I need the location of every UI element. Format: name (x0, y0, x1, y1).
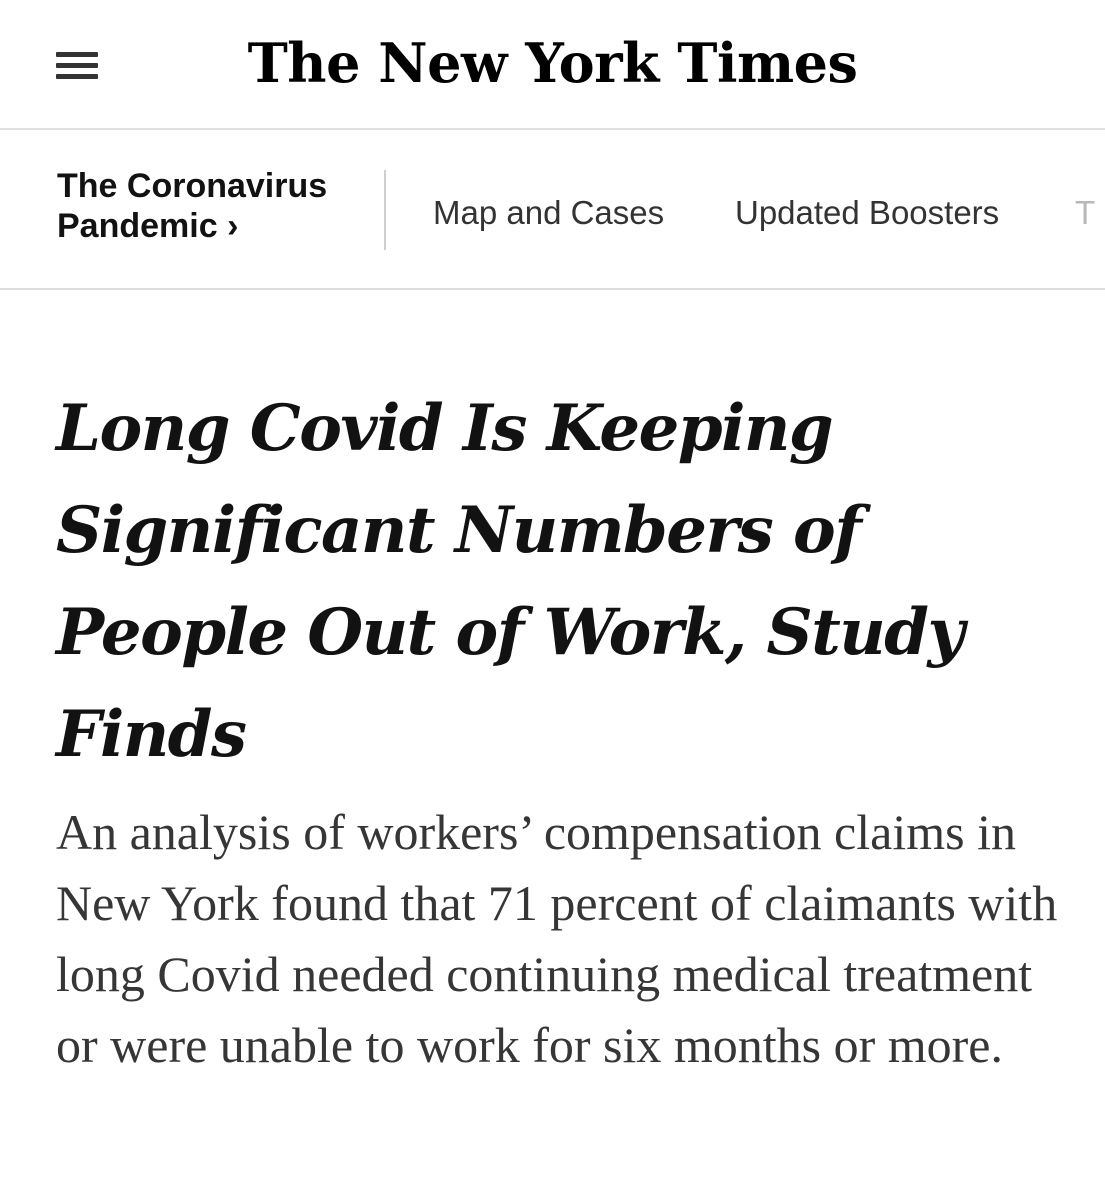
article-summary: An analysis of workers’ compensation claims in New York found that 71 percent of claimants with long Covid needed continuing medical treatment or were unable to work for six months or more. (56, 804, 1058, 1073)
nav-link-updated-boosters[interactable]: Updated Boosters (735, 194, 1000, 231)
masthead (0, 0, 1105, 130)
nyt-logo[interactable]: The New York Times (247, 31, 858, 95)
section-nav (0, 130, 1105, 290)
nav-link-map-and-cases[interactable]: Map and Cases (433, 194, 665, 231)
section-title-line1: The Coronavirus (57, 167, 328, 205)
section-title-link[interactable] (57, 166, 327, 246)
section-title-line2: Pandemic › (57, 207, 239, 245)
article-headline: Long Covid Is Keeping Significant Numbers of People Out of Work, Study Finds (56, 391, 964, 772)
nav-link-truncated[interactable]: T (1075, 194, 1096, 231)
nav-divider (384, 170, 386, 250)
